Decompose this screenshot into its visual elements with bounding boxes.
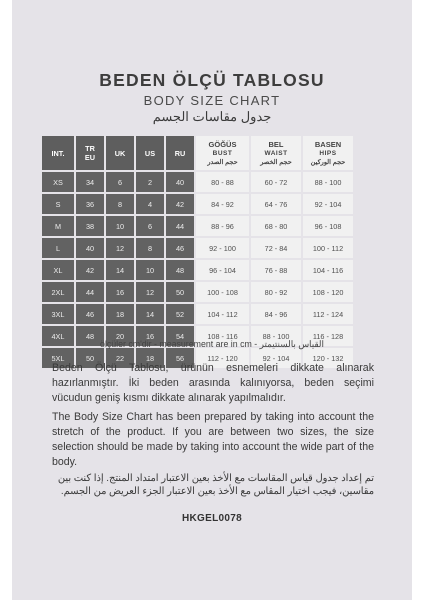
table-row: [42, 194, 353, 214]
column-header-us: US: [136, 136, 164, 170]
table-cell: 56: [166, 348, 194, 368]
table-cell: 92 - 104: [303, 194, 353, 214]
table-cell: 52: [166, 304, 194, 324]
table-cell: 48: [76, 326, 104, 346]
table-cell: 2XL: [42, 282, 74, 302]
table-cell: 50: [166, 282, 194, 302]
table-cell: 100 - 112: [303, 238, 353, 258]
table-cell: 64 - 76: [251, 194, 301, 214]
table-cell: 38: [76, 216, 104, 236]
table-cell: 88 - 96: [196, 216, 249, 236]
table-cell: 18: [136, 348, 164, 368]
table-cell: 14: [136, 304, 164, 324]
table-cell: 40: [76, 238, 104, 258]
table-cell: 96 - 104: [196, 260, 249, 280]
table-cell: 12: [136, 282, 164, 302]
column-header-tr-eu: TR EU: [76, 136, 104, 170]
table-cell: 36: [76, 194, 104, 214]
table-row: [42, 216, 353, 236]
table-cell: 2: [136, 172, 164, 192]
arabic-paragraph: تم إعداد جدول قياس المقاسات مع الأخذ بعين الاعتبار امتداد المنتج. إذا كنت بين مقاسين، فيجب اختيار المقاس مع الأخذ بعين الاعتبار الجزء العريض من الجسم.: [57, 473, 374, 497]
page-subtitle: BODY SIZE CHART: [143, 93, 281, 108]
table-cell: 54: [166, 326, 194, 346]
table-cell: 42: [166, 194, 194, 214]
table-cell: 22: [106, 348, 134, 368]
table-cell: 116 - 128: [303, 326, 353, 346]
table-cell: 104 - 112: [196, 304, 249, 324]
table-cell: 76 - 88: [251, 260, 301, 280]
table-cell: 120 - 132: [303, 348, 353, 368]
size-table: [40, 134, 355, 370]
table-cell: 10: [106, 216, 134, 236]
column-header-bust: GÖĞÜS BUST حجم الصدر: [196, 136, 249, 170]
table-cell: 88 - 100: [303, 172, 353, 192]
table-cell: 104 - 116: [303, 260, 353, 280]
table-header-row: [42, 136, 353, 170]
table-cell: 6: [106, 172, 134, 192]
table-cell: 12: [106, 238, 134, 258]
table-cell: 42: [76, 260, 104, 280]
table-cell: 68 - 80: [251, 216, 301, 236]
table-cell: 92 - 104: [251, 348, 301, 368]
table-cell: 84 - 92: [196, 194, 249, 214]
measurement-note: ölçüler cm'dir - measurement are in cm - القياس بالسنتيمتر: [100, 339, 324, 349]
table-cell: 20: [106, 326, 134, 346]
table-cell: 96 - 108: [303, 216, 353, 236]
table-cell: 4: [136, 194, 164, 214]
table-row: [42, 172, 353, 192]
column-header-uk: UK: [106, 136, 134, 170]
product-code: HKGEL0078: [182, 513, 242, 524]
table-cell: 44: [76, 282, 104, 302]
column-header-ru: RU: [166, 136, 194, 170]
table-cell: XL: [42, 260, 74, 280]
table-cell: S: [42, 194, 74, 214]
arabic-title: جدول مقاسات الجسم: [152, 109, 272, 124]
table-cell: 46: [76, 304, 104, 324]
table-cell: 50: [76, 348, 104, 368]
table-cell: L: [42, 238, 74, 258]
table-cell: 40: [166, 172, 194, 192]
table-cell: 5XL: [42, 348, 74, 368]
table-cell: 100 - 108: [196, 282, 249, 302]
table-cell: 16: [106, 282, 134, 302]
table-cell: 34: [76, 172, 104, 192]
turkish-paragraph: Beden Ölçü Tablosu, ürünün esnemeleri dikkate alınarak hazırlanmıştır. İki beden arasında kalınıyorsa, beden seçimi vücudun geniş kısmı dikkate alınarak yapılmalıdır.: [52, 362, 374, 404]
column-header-waist: BEL WAIST حجم الخصر: [251, 136, 301, 170]
table-cell: 16: [136, 326, 164, 346]
table-cell: 44: [166, 216, 194, 236]
table-cell: 80 - 88: [196, 172, 249, 192]
table-cell: 60 - 72: [251, 172, 301, 192]
table-cell: 80 - 92: [251, 282, 301, 302]
table-cell: M: [42, 216, 74, 236]
table-cell: 108 - 120: [303, 282, 353, 302]
table-cell: 108 - 116: [196, 326, 249, 346]
table-cell: 8: [106, 194, 134, 214]
table-cell: 14: [106, 260, 134, 280]
table-cell: 112 - 120: [196, 348, 249, 368]
page-title: BEDEN ÖLÇÜ TABLOSU: [99, 70, 325, 90]
column-header-int: INT.: [42, 136, 74, 170]
table-cell: 4XL: [42, 326, 74, 346]
table-row: [42, 238, 353, 258]
column-header-hips: BASEN HIPS حجم الوركين: [303, 136, 353, 170]
table-row: [42, 304, 353, 324]
table-row: [42, 282, 353, 302]
table-cell: 18: [106, 304, 134, 324]
table-cell: 84 - 96: [251, 304, 301, 324]
table-cell: 88 - 100: [251, 326, 301, 346]
table-row: [42, 260, 353, 280]
table-cell: 72 - 84: [251, 238, 301, 258]
table-cell: 3XL: [42, 304, 74, 324]
table-cell: 6: [136, 216, 164, 236]
table-cell: XS: [42, 172, 74, 192]
table-cell: 48: [166, 260, 194, 280]
table-cell: 92 - 100: [196, 238, 249, 258]
table-cell: 112 - 124: [303, 304, 353, 324]
table-cell: 46: [166, 238, 194, 258]
table-cell: 8: [136, 238, 164, 258]
english-paragraph: The Body Size Chart has been prepared by taking into account the stretch of the product. If you are between two sizes, the size selection should be made by taking into account the wide part of the body.: [52, 411, 374, 468]
table-cell: 10: [136, 260, 164, 280]
